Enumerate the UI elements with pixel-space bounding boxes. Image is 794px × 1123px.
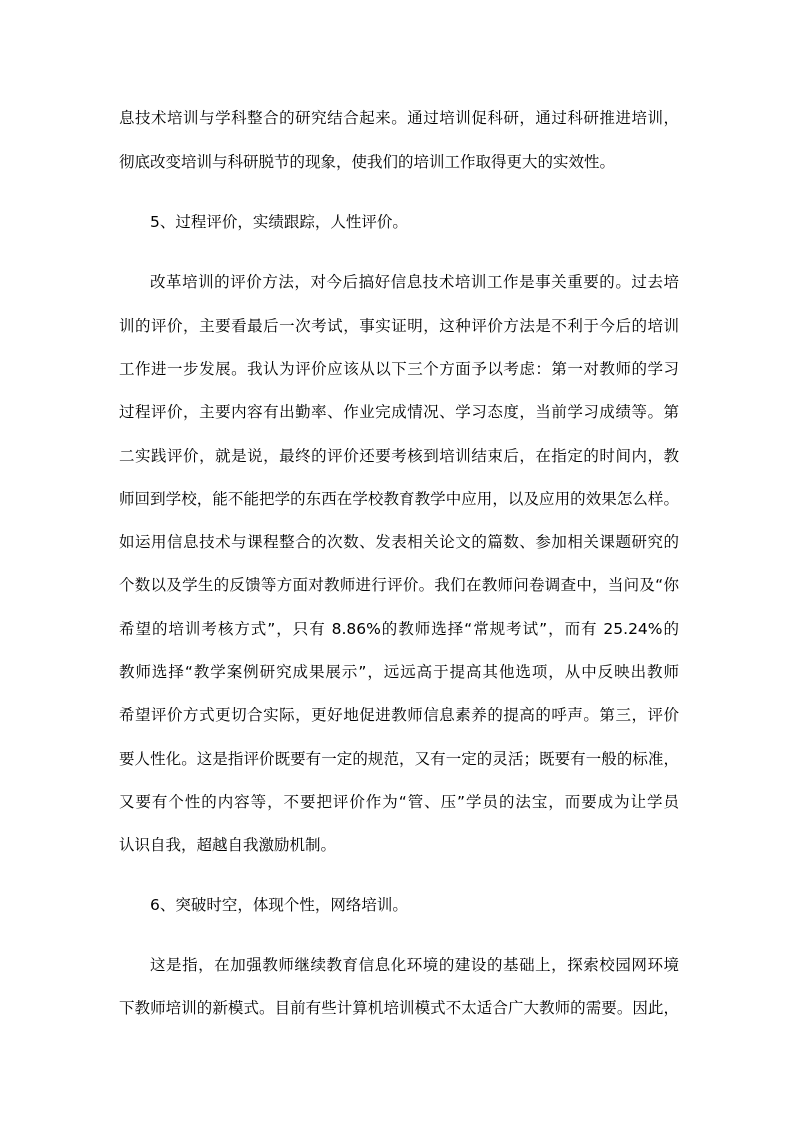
text-line: 二实践评价，就是说，最终的评价还要考核到培训结束后，在指定的时间内，教 — [119, 447, 679, 465]
text-line: 改革培训的评价方法，对今后搞好信息技术培训工作是事关重要的。过去培 — [150, 273, 679, 291]
text-line: 要人性化。这是指评价既要有一定的规范，又有一定的灵活；既要有一般的标准， — [119, 750, 679, 768]
text-line: 如运用信息技术与课程整合的次数、发表相关论文的篇数、参加相关课题研究的 — [119, 533, 679, 551]
text-line: 息技术培训与学科整合的研究结合起来。通过培训促科研，通过科研推进培训， — [119, 109, 679, 127]
text-line: 下教师培训的新模式。目前有些计算机培训模式不太适合广大教师的需要。因此， — [119, 999, 679, 1017]
text-line: 又要有个性的内容等，不要把评价作为“管、压”学员的法宝，而要成为让学员 — [119, 793, 679, 811]
text-line: 过程评价，主要内容有出勤率、作业完成情况、学习态度，当前学习成绩等。第 — [119, 403, 679, 421]
text-line: 认识自我，超越自我激励机制。 — [119, 836, 337, 854]
text-line: 希望的培训考核方式”，只有 8.86%的教师选择“常规考试”，而有 25.24%的 — [119, 620, 679, 638]
text-line: 训的评价，主要看最后一次考试，事实证明，这种评价方法是不利于今后的培训 — [119, 317, 679, 335]
text-line: 这是指，在加强教师继续教育信息化环境的建设的基础上，探索校园网环境 — [150, 956, 679, 974]
text-line: 工作进一步发展。我认为评价应该从以下三个方面予以考虑：第一对教师的学习 — [119, 360, 679, 378]
text-line: 彻底改变培训与科研脱节的现象，使我们的培训工作取得更大的实效性。 — [119, 153, 616, 171]
text-line: 个数以及学生的反馈等方面对教师进行评价。我们在教师问卷调查中，当问及“你 — [119, 576, 679, 594]
section-heading-6: 6、突破时空，体现个性，网络培训。 — [150, 896, 408, 914]
section-heading-5: 5、过程评价，实绩跟踪，人性评价。 — [150, 213, 408, 231]
text-line: 师回到学校，能不能把学的东西在学校教育教学中应用，以及应用的效果怎么样。 — [119, 490, 679, 508]
text-line: 教师选择“教学案例研究成果展示”，远远高于提高其他选项，从中反映出教师 — [119, 663, 679, 681]
text-line: 希望评价方式更切合实际，更好地促进教师信息素养的提高的呼声。第三，评价 — [119, 706, 679, 724]
